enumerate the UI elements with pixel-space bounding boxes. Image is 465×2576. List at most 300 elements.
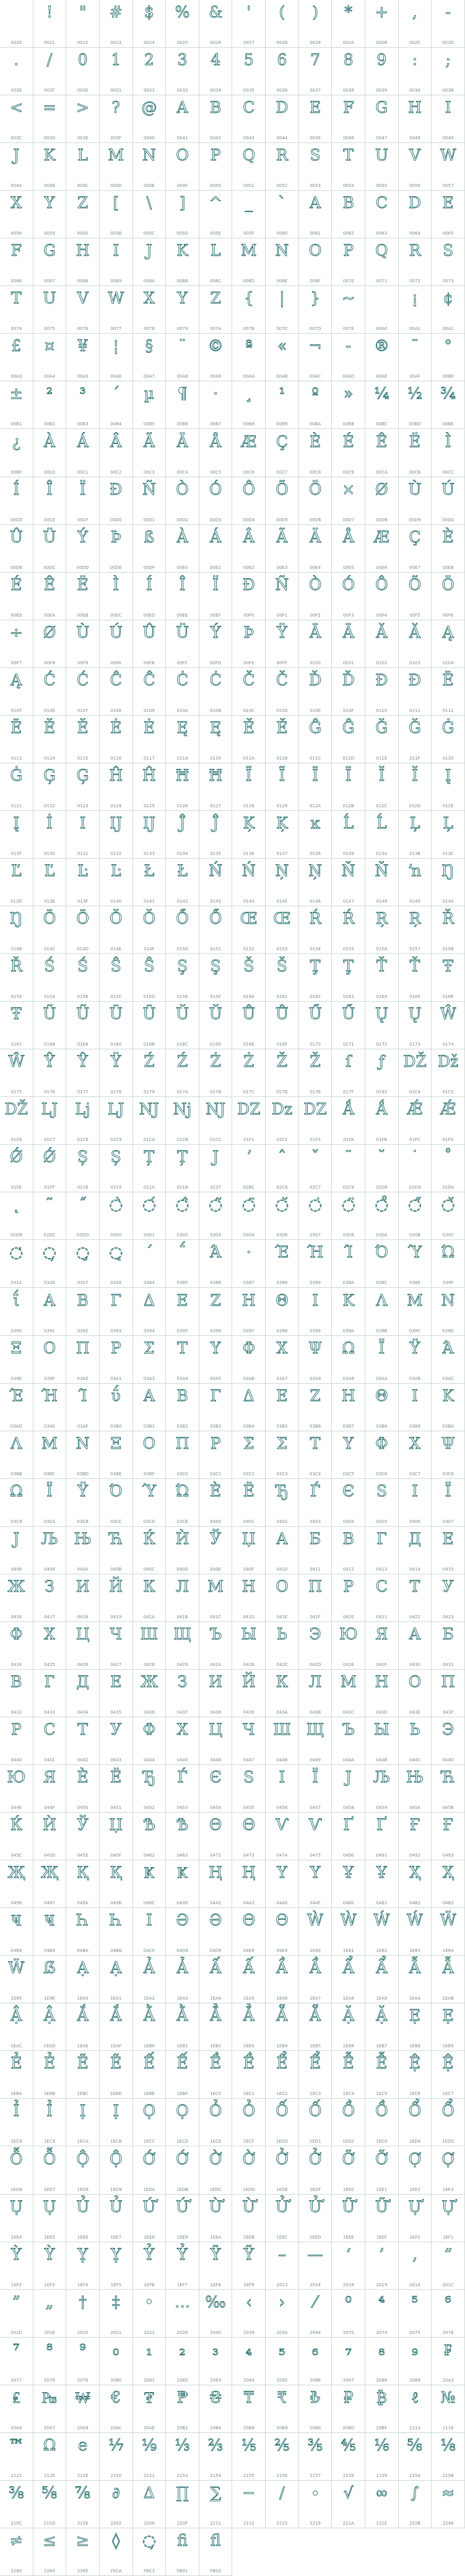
glyph-sample: Е — [110, 1672, 122, 1691]
glyph-sample: Ì — [113, 575, 120, 594]
glyph-cell — [100, 1479, 133, 1527]
codepoint-label: 0395 — [176, 1328, 188, 1334]
codepoint-label: 011E — [376, 755, 388, 761]
codepoint-label: 01FA — [343, 1137, 354, 1143]
codepoint-label: 1EB7 — [376, 2044, 388, 2049]
codepoint-label: 0107 — [77, 708, 89, 713]
glyph-cell — [233, 143, 266, 191]
glyph-cell — [133, 1574, 167, 1622]
glyph-cell — [299, 1622, 332, 1670]
codepoint-label: 0053 — [310, 183, 321, 189]
glyph-sample: Ÿ — [277, 623, 287, 641]
glyph-sample: Ữ — [342, 2197, 355, 2216]
codepoint-label: 0218 — [77, 1185, 89, 1190]
codepoint-label: 215A — [409, 2473, 421, 2478]
codepoint-label: 00DC — [43, 565, 56, 570]
glyph-sample: ₿ — [376, 2388, 388, 2406]
glyph-sample: Ò — [308, 575, 322, 594]
glyph-sample: Ừ — [209, 2197, 222, 2216]
glyph-cell — [66, 716, 100, 763]
glyph-cell — [233, 1240, 266, 1288]
glyph-cell — [133, 1765, 167, 1813]
codepoint-label: 0458 — [342, 1805, 354, 1811]
glyph-cell — [432, 2481, 465, 2528]
codepoint-label: 0443 — [110, 1758, 122, 1763]
glyph-cell — [266, 620, 299, 668]
glyph-sample: ‘ — [345, 2245, 351, 2263]
glyph-sample: : — [412, 51, 418, 69]
codepoint-label: 0437 — [176, 1709, 188, 1715]
glyph-cell — [199, 1002, 233, 1049]
glyph-sample: Ҳ — [442, 1863, 454, 1882]
glyph-sample: Ŀ — [77, 862, 88, 880]
codepoint-label: 0457 — [310, 1805, 321, 1811]
glyph-cell — [0, 95, 33, 143]
glyph-sample: Ŕ — [342, 909, 355, 928]
glyph-sample: F — [11, 241, 22, 260]
glyph-sample: Ί — [344, 1243, 353, 1262]
codepoint-label: 00D0 — [110, 517, 122, 523]
glyph-cell — [100, 1336, 133, 1384]
glyph-cell — [233, 668, 266, 716]
glyph-cell — [233, 95, 266, 143]
glyph-sample: * — [344, 3, 352, 21]
glyph-sample: ⅜ — [9, 2483, 24, 2502]
codepoint-label: 1EE1 — [376, 2187, 388, 2192]
glyph-sample: Ĭ — [412, 766, 418, 784]
glyph-sample: † — [79, 2292, 87, 2311]
glyph-sample: ⅘ — [341, 2435, 356, 2454]
codepoint-label: 04E9 — [276, 1948, 288, 1954]
codepoint-label: 203A — [276, 2330, 288, 2335]
glyph-cell — [332, 2481, 365, 2528]
glyph-sample: Ố — [308, 2102, 322, 2120]
glyph-cell — [365, 1384, 399, 1431]
glyph-sample: € — [111, 2388, 121, 2406]
glyph-cell — [166, 1717, 199, 1765]
codepoint-label: 003A — [409, 88, 421, 93]
glyph-cell — [166, 2528, 199, 2576]
codepoint-label: 00AA — [243, 374, 255, 379]
glyph-sample: ⅐ — [108, 2435, 124, 2454]
glyph-cell — [100, 525, 133, 573]
glyph-cell — [133, 2051, 167, 2099]
glyph-sample: V — [409, 146, 421, 165]
codepoint-label: 1ECE — [210, 2139, 222, 2144]
glyph-sample: Ř — [442, 909, 454, 928]
glyph-sample: ₆ — [312, 2340, 319, 2359]
codepoint-label: 02C9 — [342, 1185, 354, 1190]
glyph-sample: Ớ — [176, 2149, 189, 2168]
glyph-sample: } — [310, 289, 321, 308]
glyph-cell — [0, 811, 33, 859]
glyph-sample: Ċ — [176, 670, 189, 689]
glyph-sample: Ĥ — [109, 766, 123, 784]
glyph-sample: Ş — [210, 957, 221, 976]
glyph-cell — [432, 191, 465, 238]
glyph-sample: Ề — [210, 2054, 222, 2073]
glyph-sample: ₄ — [245, 2340, 252, 2359]
codepoint-label: 03B6 — [310, 1423, 321, 1429]
codepoint-label: 03AF — [77, 1423, 89, 1429]
codepoint-label: 1EB8 — [409, 2044, 421, 2049]
codepoint-label: 02DB — [10, 1233, 22, 1238]
glyph-sample: Ħ — [175, 766, 189, 784]
glyph-cell — [299, 954, 332, 1002]
glyph-sample: A — [310, 194, 321, 212]
codepoint-label: 0129 — [276, 803, 288, 809]
glyph-cell — [133, 906, 167, 954]
glyph-cell — [133, 238, 167, 286]
glyph-cell — [199, 954, 233, 1002]
glyph-sample: Φ — [375, 1434, 388, 1452]
glyph-cell — [233, 1384, 266, 1431]
glyph-sample: Ю — [7, 1768, 26, 1787]
glyph-cell — [133, 191, 167, 238]
glyph-sample: Ỡ — [375, 2149, 388, 2168]
codepoint-label: 040F — [243, 1566, 254, 1572]
glyph-sample: ‚ — [412, 2245, 417, 2263]
glyph-sample: K — [176, 241, 188, 260]
glyph-sample: Ấ — [210, 1959, 222, 1977]
glyph-cell — [233, 1527, 266, 1574]
glyph-cell — [199, 48, 233, 95]
glyph-cell — [332, 1336, 365, 1384]
codepoint-label: 045D — [43, 1853, 56, 1858]
glyph-sample: А — [276, 1529, 288, 1548]
codepoint-label: 044C — [409, 1758, 421, 1763]
glyph-cell — [399, 716, 432, 763]
codepoint-label: 002F — [44, 88, 55, 93]
glyph-sample: К — [143, 1577, 155, 1595]
codepoint-label: 0404 — [342, 1519, 354, 1524]
glyph-cell — [399, 48, 432, 95]
glyph-sample: Ê — [376, 432, 388, 451]
glyph-sample: • — [144, 2292, 154, 2311]
glyph-cell — [233, 525, 266, 573]
codepoint-label: 0055 — [376, 183, 388, 189]
codepoint-label: 014B — [11, 947, 22, 952]
codepoint-label: 00DA — [442, 517, 454, 523]
codepoint-label: 0115 — [77, 755, 89, 761]
codepoint-label: 1E84 — [442, 1948, 454, 1954]
codepoint-label: 00D6 — [309, 517, 321, 523]
glyph-sample: ‹ — [245, 2292, 252, 2311]
codepoint-label: 03AC — [442, 1376, 454, 1381]
glyph-cell — [432, 1049, 465, 1097]
glyph-sample: З — [45, 1577, 54, 1595]
glyph-cell — [299, 2242, 332, 2290]
codepoint-label: 1ECD — [176, 2139, 189, 2144]
codepoint-label: 00E4 — [310, 565, 321, 570]
codepoint-label: 20A3 — [442, 2377, 454, 2383]
glyph-sample: – — [278, 2245, 286, 2263]
glyph-cell — [166, 2051, 199, 2099]
codepoint-label: 03B4 — [243, 1423, 254, 1429]
glyph-cell — [432, 2195, 465, 2242]
glyph-cell — [432, 2242, 465, 2290]
codepoint-label: 002A — [342, 40, 354, 46]
codepoint-label: 0101 — [342, 660, 354, 666]
glyph-cell — [266, 954, 299, 1002]
glyph-sample: Ủ — [76, 2197, 90, 2216]
codepoint-label: 0145 — [276, 899, 288, 904]
glyph-cell — [133, 0, 167, 48]
glyph-cell — [332, 1860, 365, 1908]
glyph-sample: Â — [243, 527, 254, 546]
glyph-cell — [299, 811, 332, 859]
glyph-sample: ˉ — [344, 1148, 352, 1166]
glyph-sample: Є — [342, 1481, 355, 1500]
glyph-cell — [332, 0, 365, 48]
glyph-sample: B — [209, 98, 222, 117]
codepoint-label: 0397 — [243, 1328, 254, 1334]
glyph-cell — [266, 1670, 299, 1717]
codepoint-label: 0410 — [276, 1566, 288, 1572]
glyph-sample: Z — [210, 289, 221, 308]
codepoint-label: 0405 — [376, 1519, 388, 1524]
glyph-cell — [399, 2385, 432, 2433]
glyph-sample: ∂ — [111, 2483, 120, 2502]
glyph-cell — [66, 1527, 100, 1574]
glyph-sample: ¶ — [177, 384, 188, 403]
glyph-cell — [365, 2433, 399, 2481]
codepoint-label: 00EB — [77, 612, 89, 618]
glyph-sample: ⅞ — [75, 2483, 90, 2502]
codepoint-label: 0057 — [442, 183, 454, 189]
codepoint-label: 03B2 — [176, 1423, 188, 1429]
codepoint-label: 00F6 — [442, 612, 454, 618]
glyph-cell — [365, 95, 399, 143]
glyph-cell — [100, 1288, 133, 1336]
glyph-cell — [266, 1384, 299, 1431]
codepoint-label: 011A — [243, 755, 254, 761]
glyph-sample: Ѵ — [308, 1816, 322, 1834]
codepoint-label: 1EC1 — [243, 2091, 254, 2097]
codepoint-label: 0068 — [77, 279, 89, 284]
codepoint-label: 017D — [276, 1090, 288, 1095]
glyph-cell — [33, 0, 67, 48]
glyph-cell — [299, 1288, 332, 1336]
glyph-sample: · — [213, 384, 219, 403]
codepoint-label: 0131 — [77, 851, 89, 856]
glyph-cell — [133, 1527, 167, 1574]
codepoint-label: 00EE — [176, 612, 188, 618]
glyph-sample: ⁵ — [412, 2292, 419, 2311]
glyph-cell — [399, 238, 432, 286]
glyph-cell — [432, 906, 465, 954]
glyph-sample: Ệ — [409, 2054, 421, 2073]
glyph-sample: ǅ — [438, 1052, 459, 1071]
glyph-cell — [133, 2242, 167, 2290]
codepoint-label: 006E — [276, 279, 288, 284]
glyph-cell — [66, 1431, 100, 1479]
codepoint-label: 011C — [309, 755, 321, 761]
codepoint-label: 1ED5 — [442, 2139, 454, 2144]
glyph-sample: ~ — [342, 289, 355, 308]
glyph-cell — [133, 1145, 167, 1192]
glyph-cell — [66, 1813, 100, 1860]
glyph-sample: Ẫ — [409, 1959, 421, 1977]
codepoint-label: 0237 — [210, 1185, 222, 1190]
glyph-sample: Ắ — [77, 2006, 89, 2025]
glyph-sample: ₺ — [310, 2388, 321, 2406]
glyph-sample: ₀ — [113, 2340, 120, 2359]
codepoint-label: 1EBB — [43, 2091, 56, 2097]
codepoint-label: 044B — [376, 1758, 388, 1763]
codepoint-label: 20A7 — [43, 2425, 56, 2431]
glyph-cell — [166, 1192, 199, 1240]
codepoint-label: 2089 — [409, 2377, 420, 2383]
codepoint-label: 1EA3 — [176, 1996, 188, 2001]
glyph-cell — [432, 334, 465, 381]
glyph-cell — [299, 143, 332, 191]
glyph-cell — [432, 143, 465, 191]
glyph-sample: Κ — [442, 1386, 454, 1405]
glyph-cell — [266, 1860, 299, 1908]
glyph-cell — [332, 1145, 365, 1192]
glyph-sample: С — [375, 1577, 388, 1595]
codepoint-label: 2211 — [210, 2520, 222, 2526]
glyph-sample: Ằ — [176, 2006, 188, 2025]
codepoint-label: 0042 — [210, 136, 222, 141]
codepoint-label: 1EBF — [176, 2091, 188, 2097]
codepoint-label: 0038 — [342, 88, 354, 93]
glyph-sample: \ — [146, 194, 152, 212]
glyph-cell — [66, 1240, 100, 1288]
glyph-sample: L — [77, 146, 88, 165]
codepoint-label: 00FD — [210, 660, 222, 666]
glyph-sample: O — [308, 241, 322, 260]
glyph-cell — [133, 573, 167, 620]
glyph-sample: Ĭ — [378, 766, 385, 784]
codepoint-label: 1EEB — [243, 2234, 254, 2240]
glyph-sample: Х — [44, 1624, 55, 1643]
glyph-cell — [233, 1002, 266, 1049]
codepoint-label: 2020 — [77, 2330, 89, 2335]
codepoint-label: 2078 — [44, 2377, 55, 2383]
glyph-sample: Ọ — [142, 2102, 156, 2120]
glyph-cell — [399, 1002, 432, 1049]
glyph-sample: А — [409, 1624, 421, 1643]
codepoint-label: 0034 — [210, 88, 222, 93]
codepoint-label: 2159 — [376, 2473, 388, 2478]
codepoint-label: 038A — [342, 1280, 354, 1286]
codepoint-label: 04A3 — [243, 1901, 254, 1906]
codepoint-label: 00E0 — [176, 565, 188, 570]
codepoint-label: 042C — [276, 1662, 288, 1667]
glyph-sample: Ќ — [143, 1529, 155, 1548]
glyph-sample: E — [309, 98, 321, 117]
glyph-sample: ˝ — [79, 1195, 87, 1214]
glyph-sample: { — [243, 289, 254, 308]
codepoint-label: 0037 — [310, 88, 321, 93]
codepoint-label: 0024 — [143, 40, 155, 46]
glyph-sample: B — [342, 194, 354, 212]
codepoint-label: 010A — [176, 708, 188, 713]
glyph-cell — [233, 1956, 266, 2003]
glyph-cell — [100, 334, 133, 381]
glyph-sample: Ћ — [109, 1529, 123, 1548]
glyph-sample: ₴ — [209, 2388, 222, 2406]
glyph-sample: [ — [113, 194, 120, 212]
codepoint-label: 005A — [77, 231, 89, 236]
codepoint-label: 0075 — [44, 326, 55, 332]
codepoint-label: 0127 — [210, 803, 222, 809]
codepoint-label: 049C — [143, 1901, 155, 1906]
glyph-sample: Ж — [7, 1577, 25, 1595]
codepoint-label: 0175 — [11, 1090, 22, 1095]
glyph-cell — [332, 1527, 365, 1574]
glyph-cell — [332, 430, 365, 477]
codepoint-label: 0155 — [342, 947, 354, 952]
codepoint-label: 1EAC — [11, 2044, 22, 2049]
glyph-sample: Ĥ — [142, 766, 156, 784]
glyph-sample: П — [308, 1577, 322, 1595]
codepoint-label: 0171 — [342, 1042, 354, 1047]
glyph-sample: Ć — [77, 670, 89, 689]
codepoint-label: 0177 — [77, 1090, 89, 1095]
glyph-sample: Ụ — [43, 2197, 56, 2216]
glyph-sample: Ţ — [310, 957, 321, 976]
glyph-cell — [133, 2290, 167, 2338]
codepoint-label: 0066 — [11, 279, 22, 284]
codepoint-label: 0109 — [143, 708, 155, 713]
codepoint-label: 005D — [176, 231, 188, 236]
glyph-sample: Ŗ — [375, 909, 388, 928]
glyph-cell — [166, 620, 199, 668]
glyph-cell — [332, 1622, 365, 1670]
glyph-cell — [365, 1574, 399, 1622]
codepoint-label: 0165 — [409, 994, 420, 1000]
glyph-cell — [365, 430, 399, 477]
glyph-cell — [233, 1145, 266, 1192]
glyph-sample: Ά — [210, 1243, 222, 1262]
glyph-cell — [66, 1670, 100, 1717]
glyph-sample: A — [176, 98, 188, 117]
glyph-sample: ◌̦ — [142, 2531, 156, 2549]
glyph-cell — [199, 620, 233, 668]
codepoint-label: 220F — [176, 2520, 188, 2526]
glyph-sample: Ό — [375, 1243, 388, 1262]
glyph-sample: ´ — [111, 384, 120, 403]
codepoint-label: 0102 — [376, 660, 388, 666]
glyph-sample: Ý — [77, 527, 88, 546]
glyph-cell — [233, 238, 266, 286]
glyph-cell — [299, 1717, 332, 1765]
glyph-cell — [365, 1527, 399, 1574]
codepoint-label: 20BA — [309, 2425, 321, 2431]
codepoint-label: 010F — [343, 708, 354, 713]
glyph-sample: ® — [373, 337, 389, 355]
glyph-cell — [0, 1145, 33, 1192]
glyph-sample: ˛ — [12, 1195, 20, 1214]
glyph-cell — [166, 1097, 199, 1145]
glyph-sample: Š — [276, 957, 288, 976]
glyph-sample: „ — [45, 2292, 54, 2311]
glyph-cell — [399, 95, 432, 143]
glyph-sample: Å — [210, 432, 222, 451]
glyph-cell — [199, 811, 233, 859]
codepoint-label: 03C3 — [276, 1471, 288, 1477]
codepoint-label: 0448 — [276, 1758, 288, 1763]
glyph-sample: ∏ — [176, 2483, 189, 2502]
glyph-sample: Â — [110, 432, 122, 451]
glyph-sample: Ü — [175, 623, 189, 641]
glyph-sample: 7 — [310, 51, 321, 69]
glyph-cell — [166, 1765, 199, 1813]
glyph-sample: Ņ — [275, 862, 289, 880]
